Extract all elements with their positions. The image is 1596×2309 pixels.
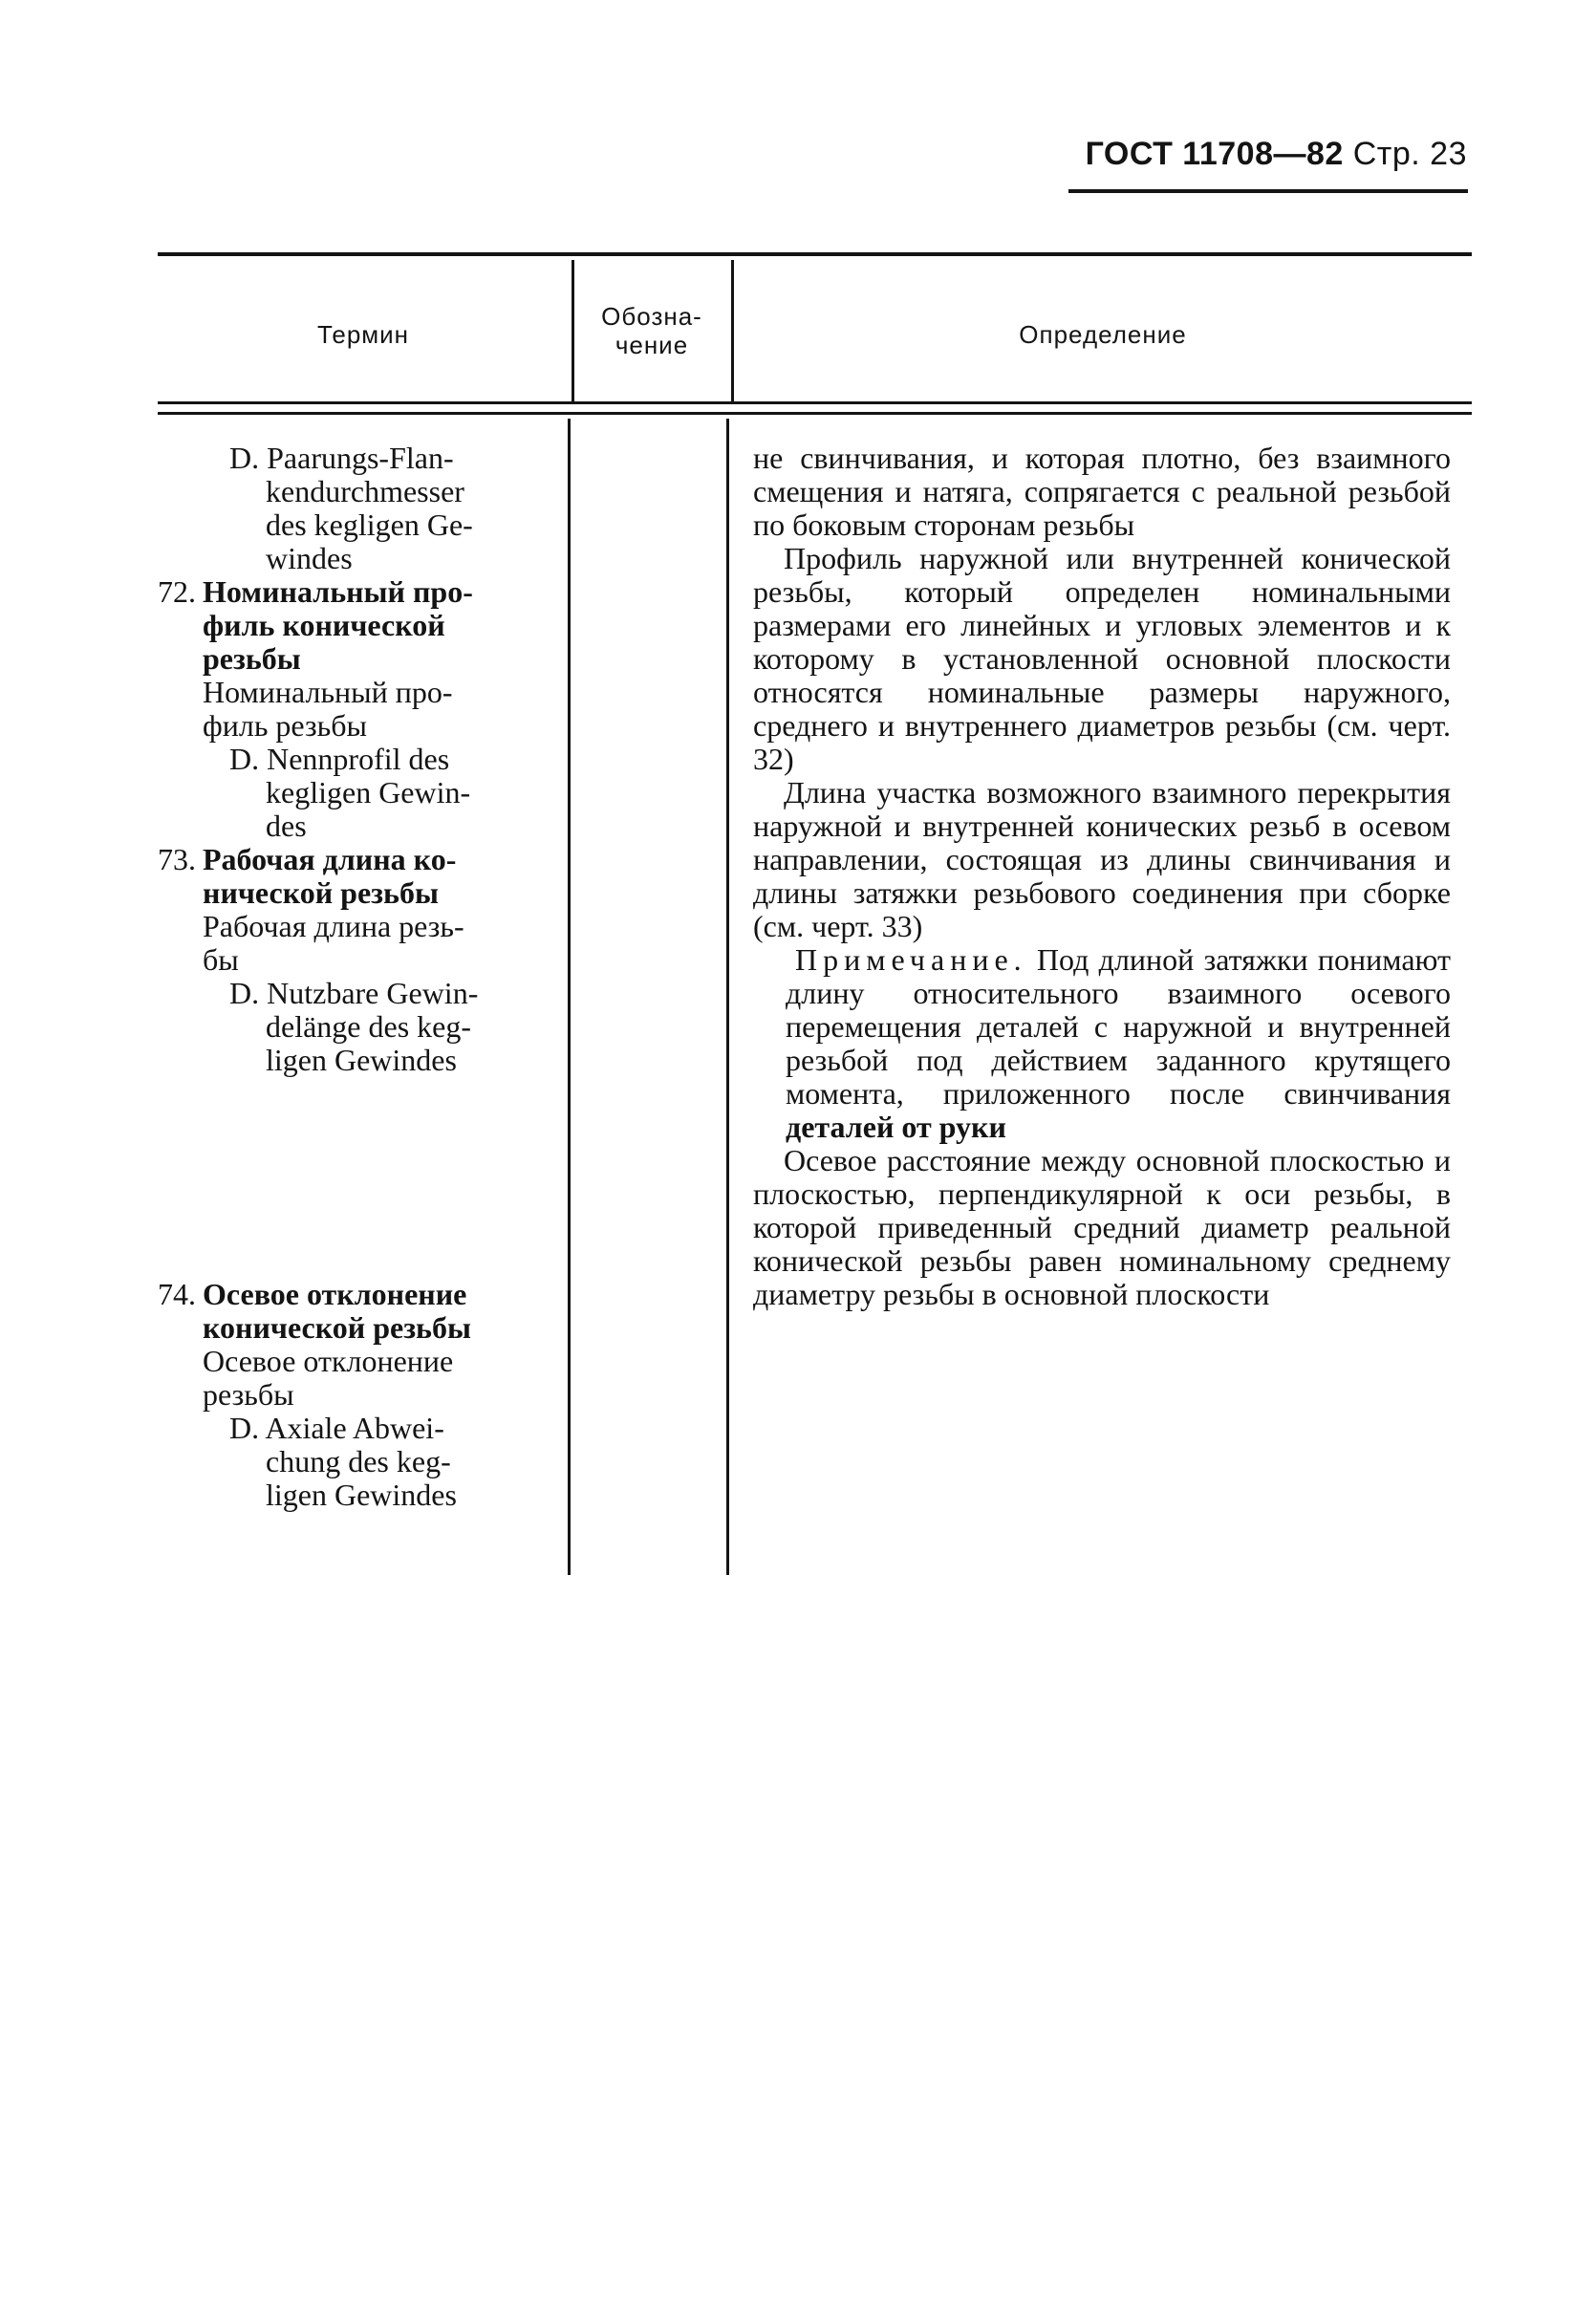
short-term: Осевое отклонение резьбы (203, 1344, 454, 1412)
document-id: ГОСТ 11708—82 (1085, 136, 1344, 172)
short-term: Рабочая длина резь- бы (203, 909, 464, 977)
german-term: D. Paarungs-Flan- kendurchmesser des kegligen Ge- windes (229, 441, 473, 575)
definition-72: Профиль наружной или внутренней конической резьбы, который определен номинальными размерами его линейных и угловых элементов и к которому в установленной основной плоскости относятся номинальные размеры наружного, среднего и внутреннего диаметров резьбы (см. черт. 32) (753, 541, 1451, 776)
note-text-end: деталей от руки (786, 1110, 1006, 1144)
column-header-term: Термин (316, 320, 410, 349)
note-text: Под длиной затяжки понимают длину относительного взаимного осевого перемещения деталей с наружной и внутренней резьбой под действием заданного крутящего момента, приложенного после свинчивания (786, 942, 1452, 1111)
column-header-definition: Определение (1019, 320, 1187, 349)
page-number: Стр. 23 (1352, 136, 1467, 172)
entry-number: 74. (158, 1277, 196, 1311)
column-divider (568, 419, 571, 1575)
table-top-rule (158, 252, 1472, 256)
column-divider (726, 419, 729, 1575)
german-term: D. Nennprofil des kegligen Gewin- des (229, 742, 471, 843)
definition-73: Длина участка возможного взаимного перекрытия наружной и внутренней конических резьб в осевом направлении, состоящая из длины свинчивания и длины затяжки резьбового соединения при сборке (см. черт. 33) (753, 775, 1451, 943)
german-term: D. Axiale Abwei- chung des keg- ligen Gewindes (229, 1411, 457, 1512)
note-label: Примечание. (795, 942, 1027, 977)
table-header-rule-1 (158, 401, 1472, 404)
term-entry-72 (143, 575, 550, 843)
spacer (143, 1077, 550, 1278)
page-header (1086, 136, 1467, 173)
short-term: Номинальный про- филь резьбы (203, 675, 453, 743)
german-term: D. Nutzbare Gewin- delänge des keg- ligen Gewindes (229, 976, 479, 1077)
header-underline (1068, 189, 1468, 193)
definition-continuation: не свинчивания, и которая плотно, без взаимного смещения и натяга, сопрягается с реальной резьбой по боковым сторонам резьбы (753, 441, 1451, 542)
term-title: Рабочая длина ко- нической резьбы (203, 842, 457, 910)
entry-number: 72. (158, 574, 196, 609)
table-header-rule-2 (158, 412, 1472, 415)
definition-column (753, 442, 1451, 1311)
term-column (143, 442, 550, 1512)
term-entry-74 (143, 1278, 550, 1512)
term-title: Осевое отклонение конической резьбы (203, 1277, 471, 1345)
term-entry-continuation (143, 442, 550, 575)
entry-number: 73. (158, 842, 196, 876)
definition-74: Осевое расстояние между основной плоскостью и плоскостью, перпендикулярной к оси резьбы, в которой приведенный средний диаметр реальной конической резьбы равен номинальному среднему диаметру резьбы в основной плоскости (753, 1143, 1451, 1311)
term-entry-73 (143, 843, 550, 1077)
column-header-symbol: Обозна- чение (601, 302, 702, 359)
term-title: Номинальный про- филь конической резьбы (203, 574, 473, 676)
note (786, 943, 1451, 1144)
